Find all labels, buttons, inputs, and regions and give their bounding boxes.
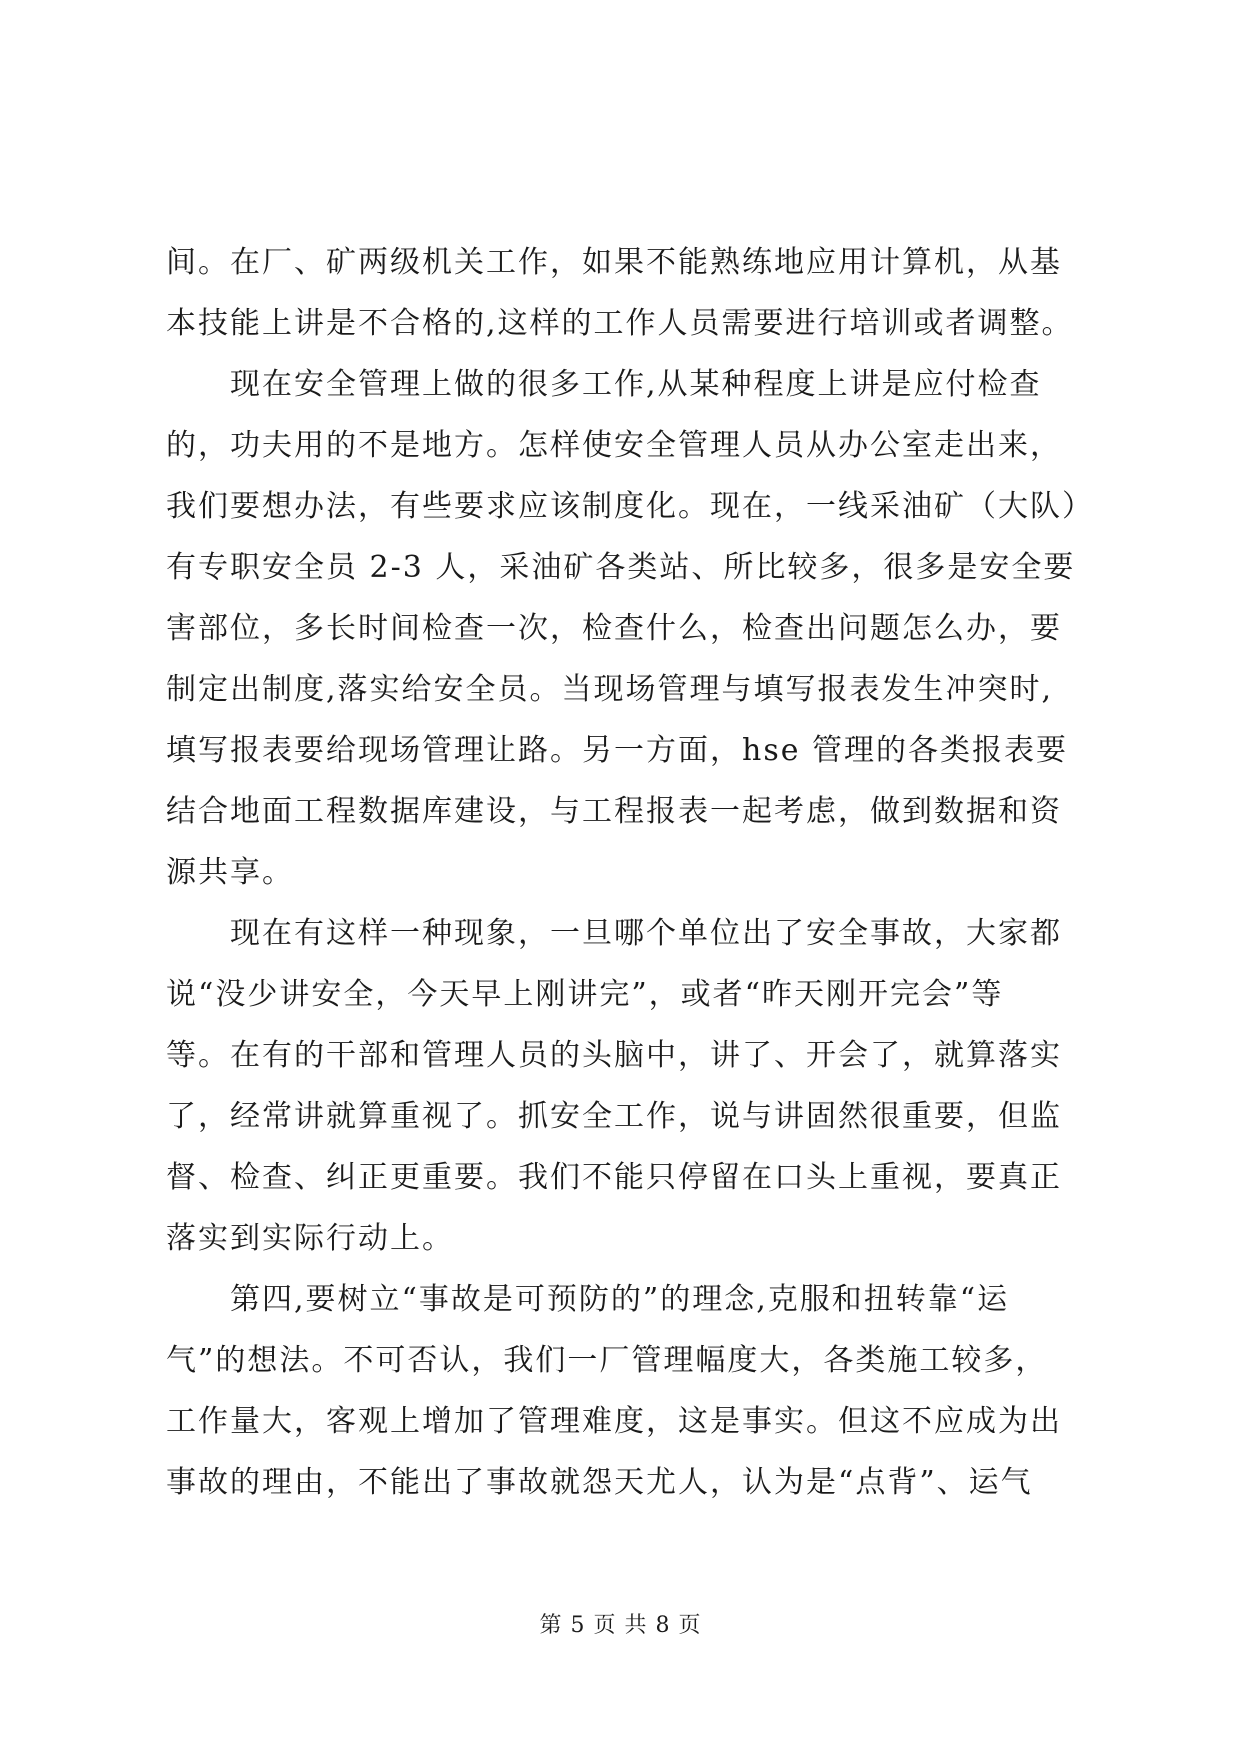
text-line: 填写报表要给现场管理让路。另一方面，hse 管理的各类报表要 [166, 733, 1069, 768]
text-line: 制定出制度,落实给安全员。当现场管理与填写报表发生冲突时, [166, 672, 1054, 707]
paragraph-start-line: 现在安全管理上做的很多工作,从某种程度上讲是应付检查 [230, 367, 1042, 402]
text-line: 了，经常讲就算重视了。抓安全工作，说与讲固然很重要，但监 [166, 1099, 1062, 1134]
text-line: 结合地面工程数据库建设，与工程报表一起考虑，做到数据和资 [166, 794, 1062, 829]
paragraph-start-line: 现在有这样一种现象，一旦哪个单位出了安全事故，大家都 [230, 916, 1062, 951]
text-line: 的，功夫用的不是地方。怎样使安全管理人员从办公室走出来， [166, 428, 1062, 463]
text-line: 本技能上讲是不合格的,这样的工作人员需要进行培训或者调整。 [166, 306, 1074, 341]
text-line: 等。在有的干部和管理人员的头脑中，讲了、开会了，就算落实 [166, 1038, 1062, 1073]
text-line: 气”的想法。不可否认，我们一厂管理幅度大，各类施工较多， [166, 1343, 1048, 1378]
text-line: 有专职安全员 2-3 人，采油矿各类站、所比较多，很多是安全要 [166, 550, 1076, 585]
text-line: 说“没少讲安全，今天早上刚讲完”，或者“昨天刚开完会”等 [166, 977, 1004, 1012]
text-line: 事故的理由，不能出了事故就怨天尤人，认为是“点背”、运气 [166, 1465, 1033, 1500]
text-line: 间。在厂、矿两级机关工作，如果不能熟练地应用计算机，从基 [166, 245, 1062, 280]
text-line: 工作量大，客观上增加了管理难度，这是事实。但这不应成为出 [166, 1404, 1062, 1439]
document-body [166, 232, 1094, 1513]
text-line: 督、检查、纠正更重要。我们不能只停留在口头上重视，要真正 [166, 1160, 1062, 1195]
page-number-footer: 第 5 页 共 8 页 [539, 1613, 702, 1638]
paragraph-start-line: 第四,要树立“事故是可预防的”的理念,克服和扭转靠“运 [230, 1282, 1010, 1317]
text-line: 我们要想办法，有些要求应该制度化。现在，一线采油矿（大队） [166, 489, 1094, 524]
text-line: 源共享。 [166, 855, 294, 890]
text-line: 害部位，多长时间检查一次，检查什么，检查出问题怎么办，要 [166, 611, 1062, 646]
text-line: 落实到实际行动上。 [166, 1221, 454, 1256]
